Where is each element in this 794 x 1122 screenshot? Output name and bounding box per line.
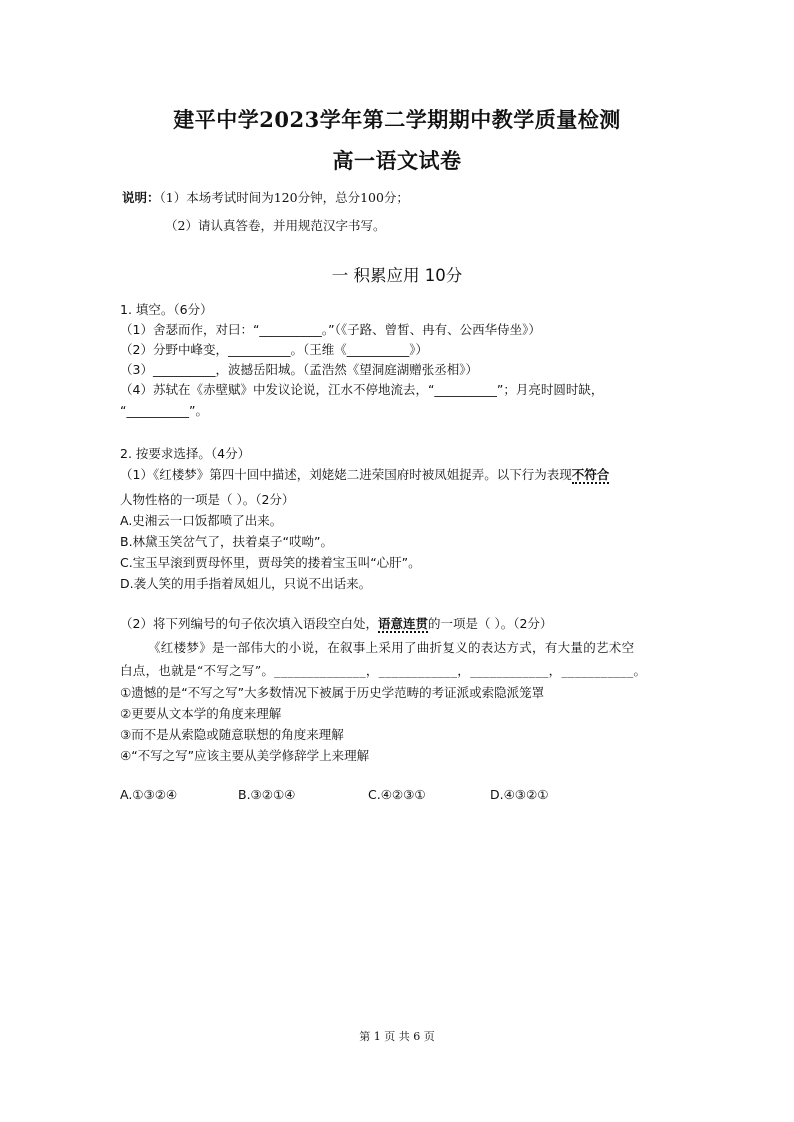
q2-option-c: C.宝玉早滚到贾母怀里，贾母笑的搂着宝玉叫“心肝”。: [120, 555, 421, 570]
sentence-1: ①遗憾的是“不写之写”大多数情况下被属于历史学范畴的考证派或索隐派笼罩: [120, 685, 545, 700]
q2-title: 2. 按要求选择。（4分）: [120, 446, 251, 461]
q2-option-a: A.史湘云一口饭都喷了出来。: [120, 513, 283, 528]
q1-line2: （2）分野中峰变，__________。（王维《__________》）: [120, 342, 428, 357]
exam-subtitle: 高一语文试卷: [332, 148, 462, 173]
passage-line2: 白点，也就是“不写之写”。______________，____________，____________，___________。: [120, 663, 647, 678]
q1-line5: “__________”。: [120, 403, 208, 418]
instructions-item1: （1）本场考试时间为120分钟，总分100分；: [159, 190, 409, 205]
q2-sub2-emphasis: 语意连贯: [377, 616, 428, 631]
choice-d: D.④③②①: [490, 787, 549, 802]
instructions-label: 说明：: [122, 190, 160, 205]
section-heading: 一 积累应用 10分: [331, 266, 463, 285]
instructions-item2: （2）请认真答卷，并用规范汉字书写。: [165, 218, 386, 233]
sentence-2: ②更要从文本学的角度来理解: [120, 706, 282, 721]
sentence-4: ④“不写之写”应该主要从美学修辞学上来理解: [120, 748, 370, 763]
q1-line1: （1）舍瑟而作，对曰：“__________。”（《子路、曾皙、冉有、公西华侍坐》）: [120, 322, 541, 337]
q2-sub1-emphasis: 不符合: [571, 467, 610, 482]
choice-a: A.①③②④: [120, 787, 178, 802]
exam-title: 建平中学2023学年第二学期期中教学质量检测: [173, 107, 621, 132]
instructions-line1: [122, 188, 409, 206]
q2-sub1-text: （1）《红楼梦》第四十回中描述，刘姥姥二进荣国府时被凤姐捉弄。以下行为表现: [120, 467, 572, 482]
page-footer: 第 1 页 共 6 页: [359, 1030, 435, 1043]
q2-sub2-text: （2）将下列编号的句子依次填入语段空白处，: [120, 616, 378, 631]
choice-c: C.④②③①: [368, 787, 426, 802]
q2-option-b: B.林黛玉笑岔气了，扶着桌子“哎呦”。: [120, 534, 334, 549]
q2-sub1-cont: 人物性格的一项是（ ）。（2分）: [120, 492, 295, 507]
q2-sub2-tail: 的一项是（ ）。（2分）: [427, 616, 553, 631]
q2-sub1-intro: [120, 465, 609, 483]
passage-line1: 《红楼梦》是一部伟大的小说，在叙事上采用了曲折复义的表达方式，有大量的艺术空: [148, 640, 635, 655]
q2-sub2-intro: [120, 614, 552, 632]
q2-option-d: D.袭人笑的用手指着凤姐儿，只说不出话来。: [120, 576, 372, 591]
q1-line4: （4）苏轼在《赤壁赋》中发议论说，江水不停地流去，“__________”；月亮时圆时缺，: [120, 382, 604, 397]
choice-b: B.③②①④: [238, 787, 296, 802]
q1-title: 1. 填空。（6分）: [120, 302, 213, 317]
sentence-3: ③而不是从索隐或随意联想的角度来理解: [120, 727, 344, 742]
q1-line3: （3）__________，波撼岳阳城。（孟浩然《望洞庭湖赠张丞相》）: [120, 362, 478, 377]
